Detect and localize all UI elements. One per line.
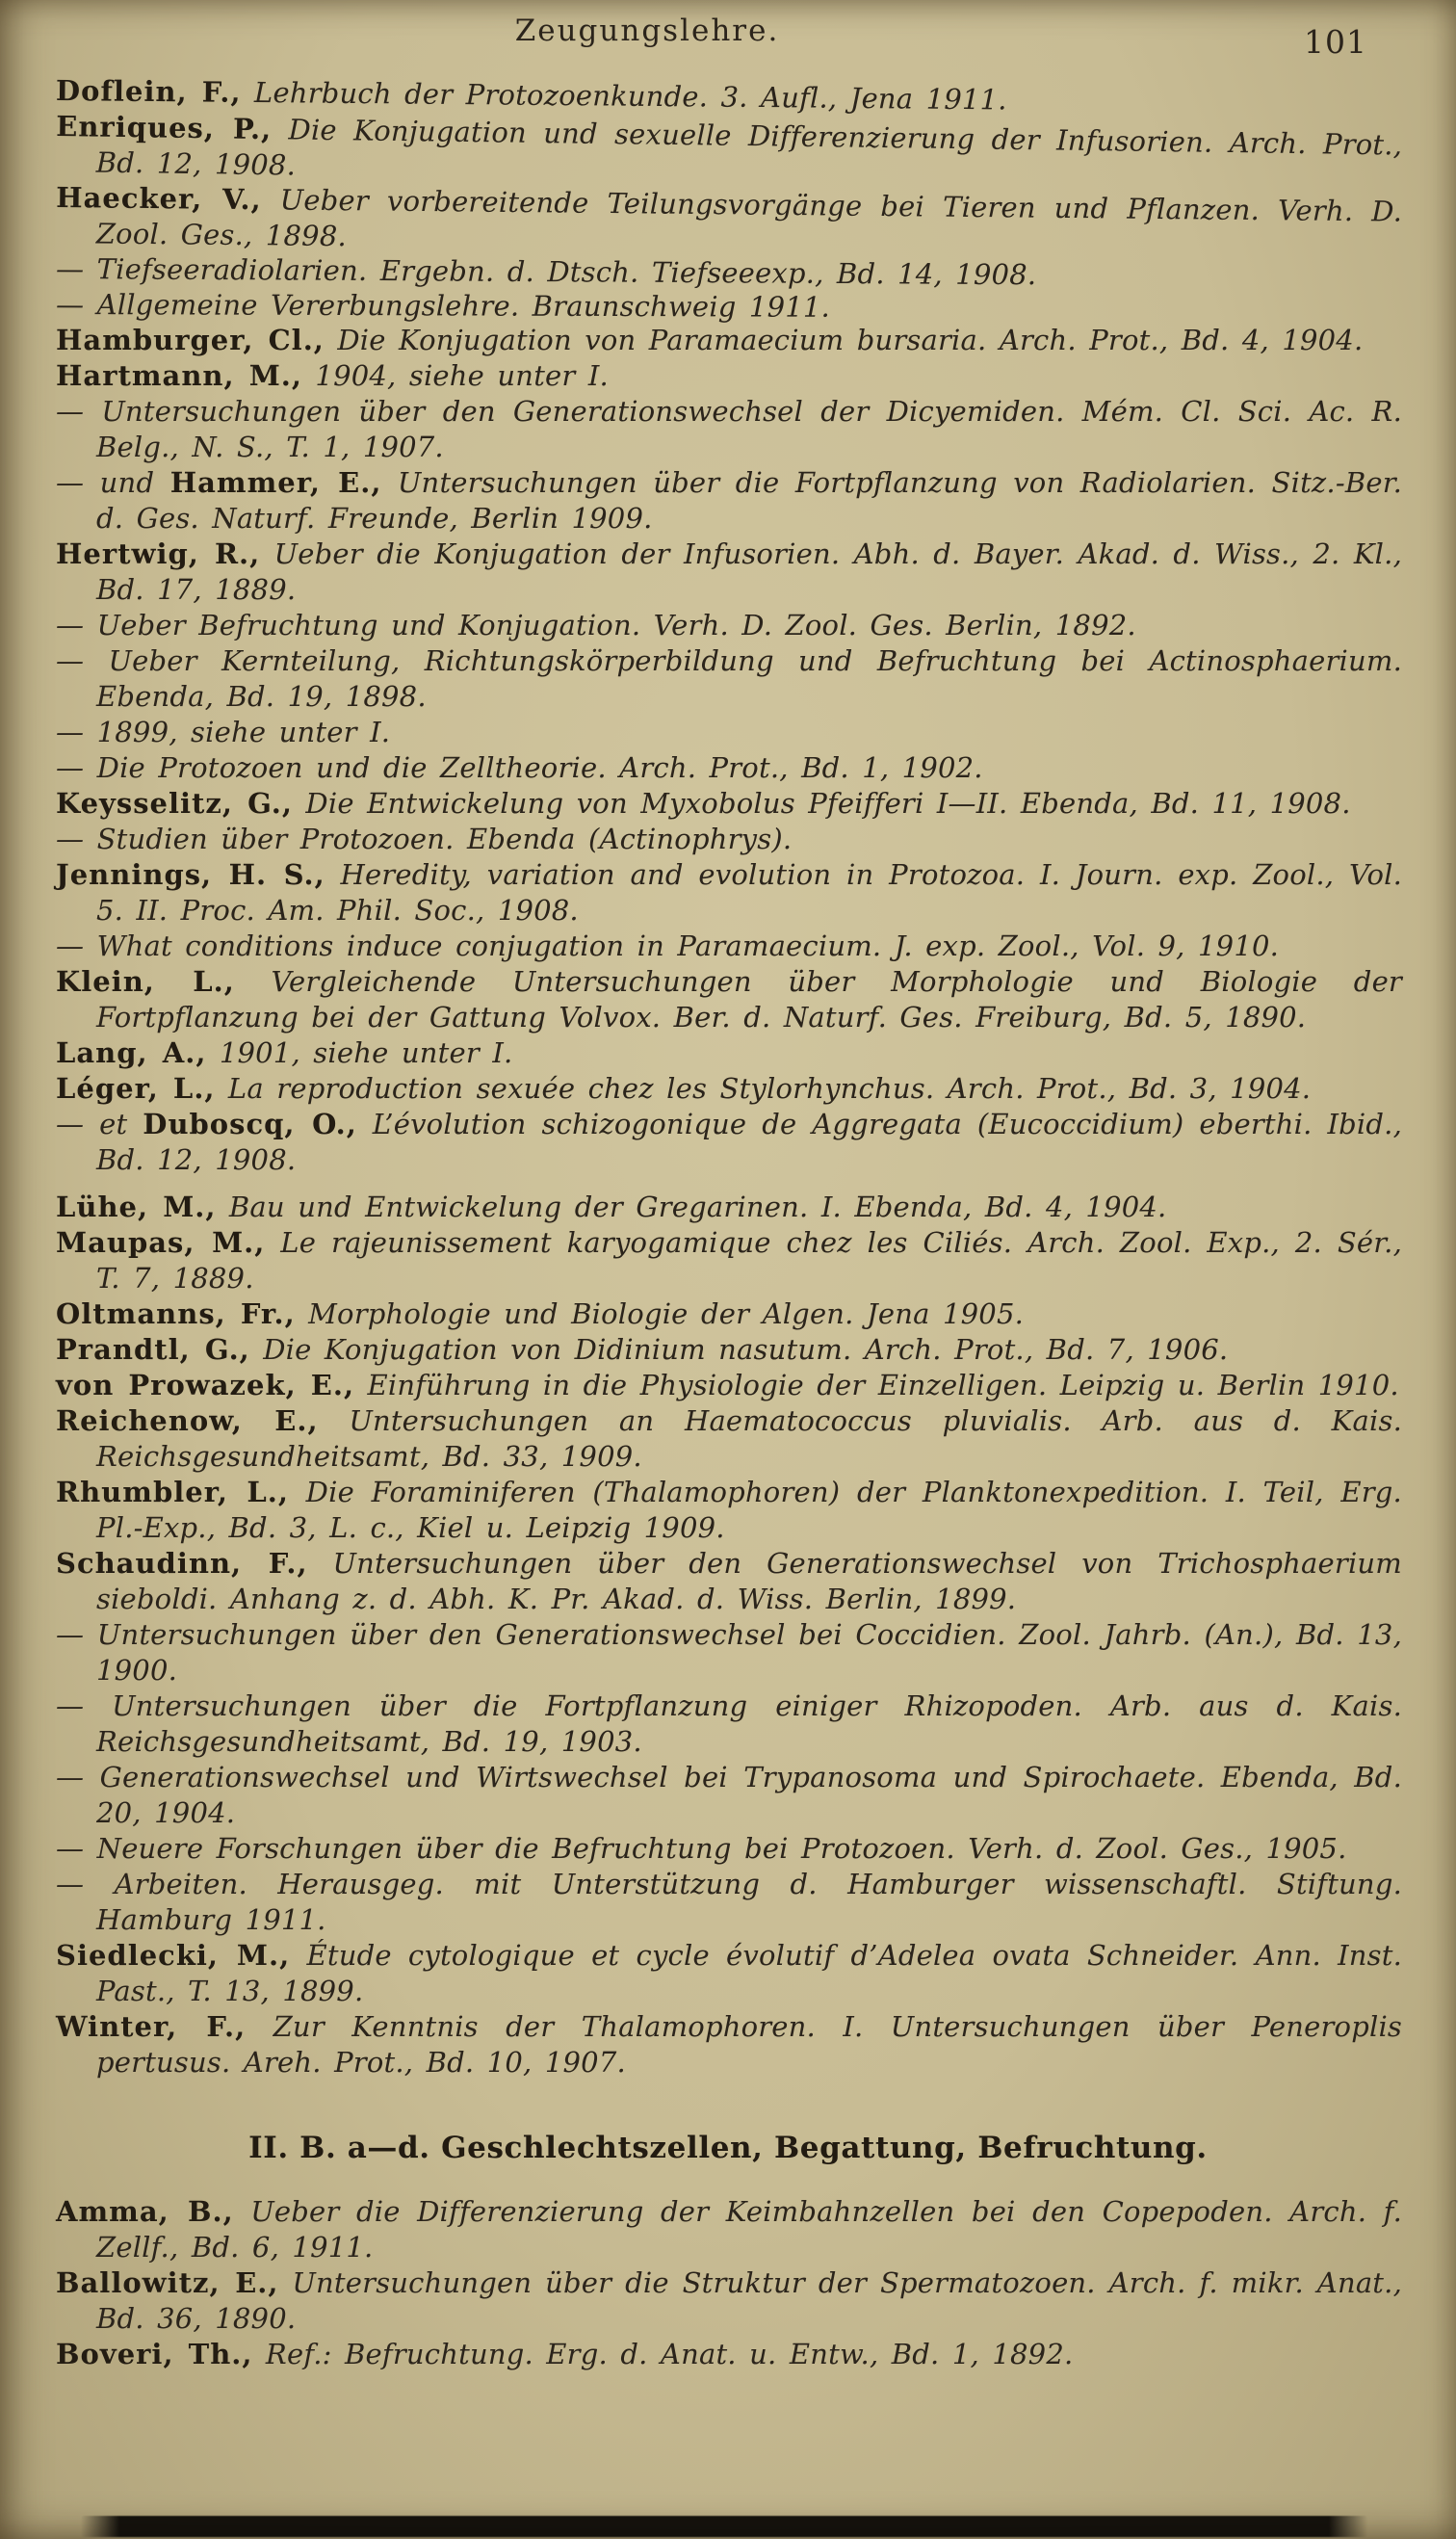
author-name: Schaudinn, F., <box>56 1547 308 1580</box>
entry-text: — et <box>56 1108 143 1140</box>
entry-text: Ueber die Differenzierung der Keimbahnzellen bei den Copepoden. Arch. f. Zellf., Bd. 6, 1911. <box>96 2195 1402 2264</box>
bibliography-entry <box>56 1071 1402 1107</box>
author-name: Hamburger, Cl., <box>56 324 325 356</box>
author-name: Klein, L., <box>56 965 235 998</box>
author-name: Lühe, M., <box>56 1191 217 1223</box>
entry-text: Untersuchungen an Haematococcus pluvialis. Arb. aus d. Kais. Reichsgesundheitsamt, Bd. 33, 1909. <box>96 1404 1403 1473</box>
bibliography-list-2 <box>0 2194 1456 2372</box>
bibliography-entry <box>56 1403 1402 1475</box>
bibliography-entry <box>56 750 1402 786</box>
bibliography-entry <box>56 1475 1402 1546</box>
entry-text: — Untersuchungen über den Generationswechsel der Dicyemiden. Mém. Cl. Sci. Ac. R. Belg., N. S., T. 1, 1907. <box>56 395 1402 463</box>
entry-text: Ueber vorbereitende Teilungsvorgänge bei Tieren und Pflanzen. Verh. D. Zool. Ges., 1898. <box>95 183 1403 253</box>
bibliography-entry <box>56 1368 1402 1403</box>
bibliography-entry <box>56 715 1402 750</box>
entry-text: — Generationswechsel und Wirtswechsel bei Trypanosoma und Spirochaete. Ebenda, Bd. 20, 1904. <box>56 1761 1402 1829</box>
entry-text: — und <box>56 466 170 499</box>
entry-text: L’évolution schizogonique de Aggregata (Eucoccidium) eberthi. Ibid., Bd. 12, 1908. <box>96 1108 1402 1176</box>
author-name: Hartmann, M., <box>56 359 302 392</box>
bibliography-entry <box>56 2265 1402 2337</box>
bibliography-entry <box>56 608 1402 643</box>
entry-text: Étude cytologique et cycle évolutif d’Adelea ovata Schneider. Ann. Inst. Past., T. 13, 1899. <box>96 1939 1402 2007</box>
bibliography-entry <box>56 1296 1402 1332</box>
bibliography-entry <box>56 1831 1402 1867</box>
bibliography-entry <box>56 287 1402 327</box>
entry-text: 1904, siehe unter I. <box>302 359 609 392</box>
section-heading: II. B. a—d. Geschlechtszellen, Begattung, Befruchtung. <box>248 2131 1208 2165</box>
bibliography-entry <box>56 1688 1402 1760</box>
entry-text: 1901, siehe unter I. <box>206 1036 513 1069</box>
entry-text: Untersuchungen über den Generationswechsel von Trichosphaerium sieboldi. Anhang z. d. Abh. K. Pr. Akad. d. Wiss. Berlin, 1899. <box>96 1547 1402 1615</box>
author-name: Rhumbler, L., <box>56 1476 289 1508</box>
author-name: Winter, F., <box>56 2010 247 2043</box>
entry-text: Die Konjugation von Paramaecium bursaria. Arch. Prot., Bd. 4, 1904. <box>324 324 1364 356</box>
bibliography-entry <box>56 358 1402 394</box>
author-name: Léger, L., <box>56 1072 216 1105</box>
author-name: Haecker, V., <box>56 181 262 217</box>
entry-text: — Allgemeine Vererbungslehre. Braunschweig 1911. <box>55 288 831 324</box>
author-name: Enriques, P., <box>56 110 273 146</box>
entry-text: — Neuere Forschungen über die Befruchtung bei Protozoen. Verh. d. Zool. Ges., 1905. <box>56 1832 1347 1865</box>
entry-text: Zur Kenntnis der Thalamophoren. I. Untersuchungen über Peneroplis pertusus. Areh. Prot., Bd. 10, 1907. <box>96 2010 1402 2079</box>
bibliography-entry <box>56 537 1402 608</box>
entry-text: Die Foraminiferen (Thalamophoren) der Planktonexpedition. I. Teil, Erg. Pl.-Exp., Bd. 3, L. c., Kiel u. Leipzig 1909. <box>96 1476 1402 1544</box>
bibliography-entry <box>56 822 1402 857</box>
entry-text: — Untersuchungen über die Fortpflanzung einiger Rhizopoden. Arb. aus d. Kais. Reichsgesundheitsamt, Bd. 19, 1903. <box>56 1689 1402 1758</box>
page-header <box>0 0 1456 64</box>
entry-text: Ref.: Befruchtung. Erg. d. Anat. u. Entw., Bd. 1, 1892. <box>252 2338 1074 2370</box>
author-name: Maupas, M., <box>56 1226 266 1259</box>
bibliography-entry <box>56 394 1402 465</box>
entry-text: Heredity, variation and evolution in Protozoa. I. Journ. exp. Zool., Vol. 5. II. Proc. Am. Phil. Soc., 1908. <box>96 858 1402 927</box>
entry-text: Die Entwickelung von Myxobolus Pfeifferi I—II. Ebenda, Bd. 11, 1908. <box>293 787 1351 820</box>
bibliography-entry <box>56 1035 1402 1071</box>
entry-text: — 1899, siehe unter I. <box>56 716 391 748</box>
entry-text: — Die Protozoen und die Zelltheorie. Arch. Prot., Bd. 1, 1902. <box>56 751 983 784</box>
author-name: Duboscq, O., <box>143 1108 357 1140</box>
entry-text: Einführung in die Physiologie der Einzelligen. Leipzig u. Berlin 1910. <box>354 1369 1399 1401</box>
entry-text: — Arbeiten. Herausgeg. mit Unterstützung d. Hamburger wissenschaftl. Stiftung. Hamburg 1911. <box>56 1868 1402 1936</box>
bibliography-entry <box>56 1867 1402 1938</box>
entry-text: Die Konjugation und sexuelle Differenzierung der Infusorien. Arch. Prot., Bd. 12, 1908. <box>95 113 1403 182</box>
bibliography-entry <box>56 857 1402 929</box>
bibliography-entry <box>56 323 1402 358</box>
entry-text: — Untersuchungen über den Generationswechsel bei Coccidien. Zool. Jahrb. (An.), Bd. 13, 1900. <box>56 1618 1402 1687</box>
entry-text: — Tiefseeradiolarien. Ergebn. d. Dtsch. Tiefseeexp., Bd. 14, 1908. <box>55 252 1037 292</box>
author-name: Hammer, E., <box>169 466 382 499</box>
page-number: 101 <box>1304 23 1367 61</box>
bibliography-list-1 <box>0 73 1456 2081</box>
entry-text: Vergleichende Untersuchungen über Morphologie und Biologie der Fortpflanzung bei der Gattung Volvox. Ber. d. Naturf. Ges. Freiburg, Bd. 5, 1890. <box>96 965 1402 1034</box>
entry-text: — Ueber Befruchtung und Konjugation. Verh. D. Zool. Ges. Berlin, 1892. <box>56 609 1136 641</box>
bibliography-entry <box>56 1107 1402 1178</box>
entry-text: Le rajeunissement karyogamique chez les Ciliés. Arch. Zool. Exp., 2. Sér., T. 7, 1889. <box>96 1226 1403 1295</box>
entry-text: Ueber die Konjugation der Infusorien. Abh. d. Bayer. Akad. d. Wiss., 2. Kl., Bd. 17, 1889. <box>96 537 1402 606</box>
author-name: Hertwig, R., <box>56 537 261 570</box>
author-name: Ballowitz, E., <box>56 2266 279 2299</box>
bibliography-entry <box>56 465 1402 537</box>
bibliography-entry <box>56 1332 1402 1368</box>
running-head-title: Zeugungslehre. <box>514 13 780 48</box>
bibliography-entry <box>56 1938 1402 2009</box>
bibliography-entry <box>56 964 1402 1035</box>
author-name: Amma, B., <box>56 2195 234 2228</box>
bibliography-entry <box>56 2009 1402 2081</box>
author-name: Lang, A., <box>56 1036 207 1069</box>
entry-text: Die Konjugation von Didinium nasutum. Arch. Prot., Bd. 7, 1906. <box>249 1333 1229 1366</box>
bibliography-entry <box>56 1760 1402 1831</box>
bibliography-entry <box>56 1225 1402 1296</box>
bibliography-entry <box>56 929 1402 964</box>
bibliography-entry <box>56 1190 1402 1225</box>
author-name: Siedlecki, M., <box>56 1939 291 1972</box>
entry-text: Lehrbuch der Protozoenkunde. 3. Aufl., Jena 1911. <box>241 75 1007 117</box>
author-name: Reichenow, E., <box>56 1404 319 1437</box>
author-name: Keysselitz, G., <box>56 787 293 820</box>
entry-text: Untersuchungen über die Fortpflanzung von Radiolarien. Sitz.-Ber. d. Ges. Naturf. Freunde, Berlin 1909. <box>96 466 1402 535</box>
author-name: von Prowazek, E., <box>56 1369 355 1401</box>
author-name: Jennings, H. S., <box>56 858 325 891</box>
entry-text: — What conditions induce conjugation in Paramaecium. J. exp. Zool., Vol. 9, 1910. <box>56 929 1280 962</box>
bibliography-entry <box>56 2337 1402 2372</box>
bibliography-entry <box>56 1546 1402 1617</box>
author-name: Boveri, Th., <box>56 2338 253 2370</box>
bibliography-entry <box>56 786 1402 822</box>
bibliography-entry <box>56 2194 1402 2265</box>
scan-edge-artifact <box>81 2516 1367 2537</box>
entry-text: — Studien über Protozoen. Ebenda (Actinophrys). <box>56 823 793 855</box>
entry-text: Untersuchungen über die Struktur der Spermatozoen. Arch. f. mikr. Anat., Bd. 36, 1890. <box>96 2266 1402 2335</box>
bibliography-entry <box>56 1617 1402 1688</box>
author-name: Doflein, F., <box>55 74 242 109</box>
entry-text: Bau und Entwickelung der Gregarinen. I. Ebenda, Bd. 4, 1904. <box>216 1191 1167 1223</box>
entry-text: — Ueber Kernteilung, Richtungskörperbildung und Befruchtung bei Actinosphaerium. Ebenda, Bd. 19, 1898. <box>56 644 1402 713</box>
entry-text: La reproduction sexuée chez les Stylorhynchus. Arch. Prot., Bd. 3, 1904. <box>215 1072 1312 1105</box>
entry-text: Morphologie und Biologie der Algen. Jena 1905. <box>295 1297 1025 1330</box>
author-name: Oltmanns, Fr., <box>56 1297 296 1330</box>
bibliography-entry <box>56 643 1402 715</box>
author-name: Prandtl, G., <box>56 1333 250 1366</box>
